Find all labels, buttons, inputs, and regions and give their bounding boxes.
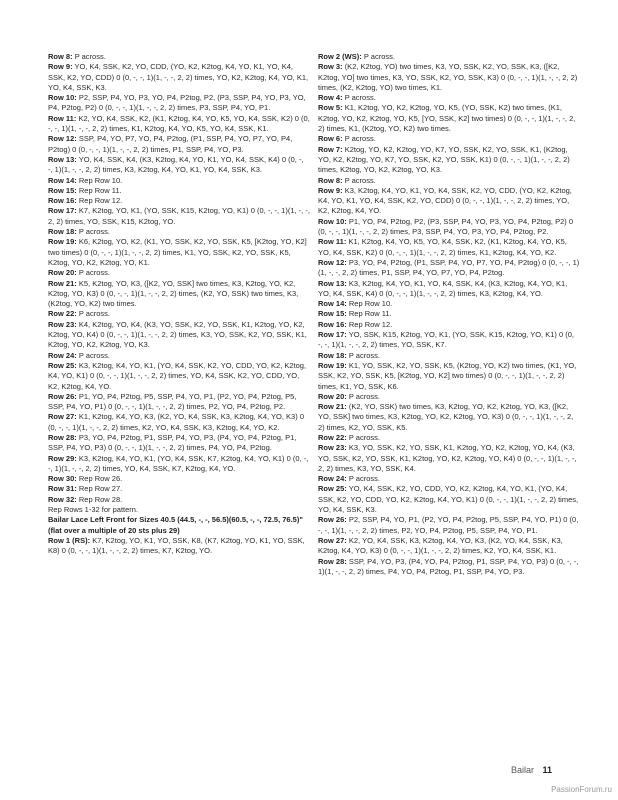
pattern-row xyxy=(48,268,310,278)
row-instructions: Rep Rows 1-32 for pattern. xyxy=(48,505,139,515)
pattern-row xyxy=(48,134,310,155)
row-instructions: P across. xyxy=(78,309,110,319)
row-label: Row 4: xyxy=(318,93,343,103)
pattern-row xyxy=(318,443,580,474)
row-instructions: P across. xyxy=(348,391,380,401)
row-label: Row 9: xyxy=(318,185,343,195)
page-number: 11 xyxy=(542,765,552,775)
pattern-row xyxy=(318,93,580,103)
row-label: Row 14: xyxy=(48,175,77,185)
row-label: Row 6: xyxy=(318,134,343,144)
watermark: PassionForum.ru xyxy=(551,785,612,794)
row-label: Row 28: xyxy=(48,432,77,442)
row-label: Row 15: xyxy=(318,309,347,319)
pattern-row xyxy=(318,217,580,238)
row-instructions: K4, K2tog, YO, K4, (K3, YO, SSK, K2, YO, SSK, K1, K2tog, YO, K2, K2tog, YO, K4) 0 (0, -, -, 1)(1, -, -, 2, 2) times, K3, YO, SSK, K2, YO, SSK, K1, K2tog, YO, K2, K2tog, YO, K3. xyxy=(48,319,307,350)
pattern-row xyxy=(48,412,310,433)
row-instructions: P across. xyxy=(363,52,395,61)
pattern-row xyxy=(48,320,310,351)
row-label: Row 13: xyxy=(48,154,77,164)
row-instructions: K2tog, YO, K2, K2tog, YO, K7, YO, SSK, K2, YO, SSK, K1, (K2tog, YO, K2, K2tog, YO, K7, YO, SSK, K2, YO, SSK, K1) 0 (0, -, -, 1)(1, -, -, 2, 2) times, K2tog, YO, K2, K2tog, YO, K3. xyxy=(318,144,570,175)
row-instructions: K1, K2tog, K4, YO, K5, YO, K4, SSK, K2, (K1, K2tog, K4, YO, K5, YO, K4, SSK, K2) 0 (0, -, -, 1)(1, -, -, 2, 2) times, K1, K2tog, K4, YO, K2. xyxy=(318,237,567,257)
pattern-row xyxy=(48,93,310,114)
row-label: Row 30: xyxy=(48,474,77,484)
pattern-row xyxy=(318,320,580,330)
pattern-row xyxy=(318,258,580,279)
pattern-row xyxy=(48,114,310,135)
row-label: Row 25: xyxy=(48,360,77,370)
section-heading: Bailar Lace Left Front for Sizes 40.5 (44.5, -, -, 56.5)(60.5, -, -, 72.5, 76.5)" (flat over a multiple of 20 sts plus 29) xyxy=(48,515,303,535)
row-instructions: K7, K2tog, YO, K1, (YO, SSK, K15, K2tog, YO, K1) 0 (0, -, -, 1)(1, -, -, 2, 2) times, YO, SSK, K15, K2tog, YO. xyxy=(48,206,310,226)
row-instructions: P1, YO, P4, P2tog, P5, SSP, P4, YO, P1, (P2, YO, P4, P2tog, P5, SSP, P4, YO, P1) 0 (0, -, -, 1)(1, -, -, 2, 2) times, P2, YO, P4, P2tog, P2. xyxy=(48,391,297,412)
row-instructions: SSP, P4, YO, P7, YO, P4, P2tog, (P1, SSP, P4, YO, P7, YO, P4, P2tog) 0 (0, -, -, 1)(1, -, -, 2, 2) times, P1, SSP, P4, YO, P3. xyxy=(48,134,293,154)
pattern-row xyxy=(48,52,310,62)
pattern-row xyxy=(48,237,310,268)
pattern-row xyxy=(48,62,310,93)
row-instructions: P2, SSP, P4, YO, P1, (P2, YO, P4, P2tog, P5, SSP, P4, YO, P1) 0 (0, -, -, 1)(1, -, -, 2, 2) times, P2, YO, P4, P2tog, P5, SSP, P4, YO, P1. xyxy=(318,515,579,535)
pattern-row xyxy=(318,392,580,402)
row-label: Row 5: xyxy=(318,103,343,113)
row-instructions: P across. xyxy=(348,432,380,442)
row-label: Row 16: xyxy=(318,319,347,329)
row-instructions: P across. xyxy=(78,268,110,278)
pattern-row xyxy=(318,351,580,361)
row-instructions: P across. xyxy=(348,474,380,484)
row-label: Row 32: xyxy=(48,494,77,504)
pattern-row xyxy=(318,299,580,309)
page-footer xyxy=(511,765,552,775)
row-instructions: SSP, P4, YO, P3, (P4, YO, P4, P2tog, P1, SSP, P4, YO, P3) 0 (0, -, -, 1)(1, -, -, 2, 2) times, P4, YO, P4, P2tog, P1, SSP, P4, YO, P3. xyxy=(318,556,579,576)
right-column xyxy=(318,52,580,577)
row-instructions: K1, YO, SSK, K2, YO, SSK, K5, (K2tog, YO, K2) two times, (K1, YO, SSK, K2, YO, SSK, K5, [K2tog, YO, K2] two times) 0 (0, -, -, 1)(1, -, -, 2, 2) times, K1, YO, SSK, K6. xyxy=(318,360,577,391)
row-instructions: P3, YO, P4, P2tog, (P1, SSP, P4, YO, P7, YO, P4, P2tog) 0 (0, -, -, 1)(1, -, -, 2, 2) times, P1, SSP, P4, YO, P7, YO, P4, P2tog. xyxy=(318,257,580,278)
row-instructions: P across. xyxy=(344,175,376,185)
row-instructions: P2, SSP, P4, YO, P3, YO, P4, P2tog, P2, (P3, SSP, P4, YO, P3, YO, P4, P2tog, P2) 0 (0, -, -, 1)(1, -, -, 2, 2) times, P3, SSP, P4, YO, P1. xyxy=(48,93,306,113)
row-instructions: Rep Row 11. xyxy=(78,185,122,195)
pattern-row xyxy=(318,402,580,433)
row-instructions: P across. xyxy=(344,134,376,144)
row-label: Row 24: xyxy=(48,350,77,360)
row-instructions: P across. xyxy=(74,52,106,61)
row-label: Row 15: xyxy=(48,185,77,195)
footer-section-name: Bailar xyxy=(510,765,534,775)
row-instructions: YO, K4, SSK, K4, (K3, K2tog, K4, YO, K1, YO, K4, SSK, K4) 0 (0, -, -, 1)(1, -, -, 2, 2) times, K3, K2tog, K4, YO, K1, YO, K4, SSK, K3. xyxy=(48,154,304,175)
pattern-row xyxy=(48,361,310,392)
row-instructions: K5, K2tog, YO, K3, ([K2, YO, SSK] two times, K3, K2tog, YO, K2, K2tog, YO, K3) 0 (0, -, -, 1)(1, -, -, 2, 2) times, (K2, YO, SSK) two times, K3, (K2tog, YO, K2) two times. xyxy=(48,278,299,309)
row-label: Row 8: xyxy=(318,175,343,185)
pattern-row xyxy=(318,484,580,515)
row-label: Row 11: xyxy=(48,113,77,123)
pattern-row xyxy=(48,495,310,505)
row-instructions: Rep Row 26. xyxy=(78,474,123,484)
pattern-row xyxy=(318,145,580,176)
row-label: Row 31: xyxy=(48,484,77,494)
pattern-row xyxy=(318,433,580,443)
row-label: Row 29: xyxy=(48,453,77,463)
pattern-row xyxy=(48,186,310,196)
row-instructions: K3, K2tog, K4, YO, K1, YO, K4, SSK, K2, YO, CDD, (YO, K2, K2tog, K4, YO, K1, YO, K4, SSK, K2, YO, CDD) 0 (0, -, -, 1)(1, -, -, 2, 2) times, YO, K2, K2tog, K4, YO. xyxy=(318,185,572,216)
pattern-row xyxy=(318,330,580,351)
row-label: Row 10: xyxy=(318,216,347,226)
pattern-row xyxy=(48,309,310,319)
row-label: Row 13: xyxy=(318,278,347,288)
pattern-row xyxy=(318,186,580,217)
row-instructions: K1, K2tog, K4, YO, K3, (K2, YO, K4, SSK, K3, K2tog, K4, YO, K3) 0 (0, -, -, 1)(1, -, -, 2, 2) times, K2, YO, K4, SSK, K3, K2tog, K4, YO, K2. xyxy=(48,412,304,432)
pattern-row xyxy=(318,279,580,300)
pattern-row xyxy=(48,176,310,186)
pattern-row xyxy=(318,134,580,144)
row-instructions: (K2, YO, SSK) two times, K3, K2tog, YO, K2, K2tog, YO, K3, ([K2, YO, SSK] two times, K3, K2tog, YO, K2, K2tog, YO, K3) 0 (0, -, -, 1)(1, -, -, 2, 2) times, K2, YO, SSK, K5. xyxy=(318,402,574,432)
row-label: Row 27: xyxy=(318,535,347,545)
row-label: Row 25: xyxy=(318,484,347,494)
row-label: Row 18: xyxy=(318,350,347,360)
row-instructions: Rep Row 12. xyxy=(78,196,123,206)
row-instructions: K3, K2tog, K4, YO, K1, (YO, K4, SSK, K7, K2tog, K4, YO, K1) 0 (0, -, -, 1)(1, -, -, 2, 2) times, YO, K4, SSK, K7, K2tog, K4, YO. xyxy=(48,453,309,473)
pattern-row xyxy=(48,536,310,557)
pattern-row xyxy=(48,474,310,484)
row-instructions: YO, K4, SSK, K2, YO, CDD, YO, K2, K2tog, K4, YO, K1, (YO, K4, SSK, K2, YO, CDD, YO, K2, K2tog, K4, YO, K1) 0 (0, -, -, 1)(1, -, -, 2, 2) times, YO, K4, SSK, K3. xyxy=(318,484,579,515)
pattern-row xyxy=(48,484,310,494)
row-label: Row 26: xyxy=(48,391,77,401)
row-instructions: YO, SSK, K15, K2tog, YO, K1, (YO, SSK, K15, K2tog, YO, K1) 0 (0, -, -, 1)(1, -, -, 2, 2) times, YO, SSK, K7. xyxy=(318,330,574,350)
pattern-row xyxy=(48,351,310,361)
pattern-row xyxy=(48,196,310,206)
row-label: Row 8: xyxy=(48,52,73,61)
row-label: Row 21: xyxy=(318,402,347,412)
row-label: Row 2 (WS): xyxy=(318,52,362,61)
row-label: Row 10: xyxy=(48,93,77,103)
row-instructions: Rep Row 12. xyxy=(348,319,393,329)
row-instructions: P3, YO, P4, P2tog, P1, SSP, P4, YO, P3, (P4, YO, P4, P2tog, P1, SSP, P4, YO, P3) 0 (0, -, -, 1)(1, -, -, 2, 2) times, P4, YO, P4, P2tog. xyxy=(48,432,297,453)
pattern-row xyxy=(318,62,580,93)
row-label: Row 24: xyxy=(318,474,347,484)
pattern-row xyxy=(318,309,580,319)
row-instructions: Rep Row 11. xyxy=(348,309,392,319)
row-label: Row 16: xyxy=(48,196,77,206)
row-label: Row 12: xyxy=(318,257,347,267)
left-column xyxy=(48,52,310,557)
row-instructions: K1, K2tog, YO, K2, K2tog, YO, K5, (YO, SSK, K2) two times, (K1, K2tog, YO, K2, K2tog, YO, K5, [YO, SSK, K2] two times) 0 (0, -, -, 1)(1, -, -, 2, 2) times, K1, (K2tog, YO, K2) two times. xyxy=(318,103,576,134)
pattern-row xyxy=(318,474,580,484)
row-instructions: K3, K2tog, K4, YO, K1, (YO, K4, SSK, K2, YO, CDD, YO, K2, K2tog, K4, YO, K1) 0 (0, -, -, 1)(1, -, -, 2, 2) times, YO, K4, SSK, K2, YO, CDD, YO, K2, K2tog, K4, YO. xyxy=(48,360,307,391)
row-instructions: P1, YO, P4, P2tog, P2, (P3, SSP, P4, YO, P3, YO, P4, P2tog, P2) 0 (0, -, -, 1)(1, -, -, 2, 2) times, P3, SSP, P4, YO, P3, YO, P4, P2tog, P2. xyxy=(318,216,574,237)
row-label: Row 3: xyxy=(318,62,343,72)
row-label: Row 9: xyxy=(48,62,73,72)
pattern-row xyxy=(48,505,310,515)
row-label: Row 23: xyxy=(318,443,347,453)
pattern-row xyxy=(318,52,580,62)
row-label: Row 19: xyxy=(318,360,347,370)
row-label: Row 28: xyxy=(318,556,347,566)
row-label: Row 17: xyxy=(48,206,77,216)
row-instructions: K2, YO, K4, SSK, K2, (K1, K2tog, K4, YO, K5, YO, K4, SSK, K2) 0 (0, -, -, 1)(1, -, -, 2, 2) times, K1, K2tog, K4, YO, K5, YO, K4, SSK, K1. xyxy=(48,113,310,134)
pattern-row xyxy=(48,454,310,475)
row-label: Row 11: xyxy=(318,237,347,247)
row-label: Row 17: xyxy=(318,330,347,340)
pattern-row xyxy=(318,237,580,258)
pattern-row xyxy=(318,103,580,134)
row-instructions: P across. xyxy=(344,93,376,103)
row-label: Row 22: xyxy=(318,432,347,442)
row-label: Row 7: xyxy=(318,144,343,154)
row-label: Row 12: xyxy=(48,134,77,144)
row-label: Row 14: xyxy=(318,299,347,309)
pattern-row xyxy=(318,176,580,186)
pattern-row xyxy=(48,206,310,227)
row-label: Row 1 (RS): xyxy=(48,535,91,545)
row-label: Row 18: xyxy=(48,227,77,237)
row-instructions: Rep Row 28. xyxy=(78,494,123,504)
pattern-row xyxy=(48,433,310,454)
row-label: Row 26: xyxy=(318,515,347,525)
row-label: Row 27: xyxy=(48,412,77,422)
pattern-row xyxy=(48,155,310,176)
row-instructions: P across. xyxy=(348,350,380,360)
pattern-row xyxy=(318,361,580,392)
row-instructions: P across. xyxy=(78,227,110,237)
row-label: Row 22: xyxy=(48,309,77,319)
row-instructions: P across. xyxy=(78,350,110,360)
row-instructions: K7, K2tog, YO, K1, YO, SSK, K8, (K7, K2tog, YO, K1, YO, SSK, K8) 0 (0, -, -, 1)(1, -, -, 2, 2) times, K7, K2tog, YO. xyxy=(48,535,305,556)
row-label: Row 21: xyxy=(48,278,77,288)
row-instructions: K2, YO, K4, SSK, K3, K2tog, K4, YO, K3, (K2, YO, K4, SSK, K3, K2tog, K4, YO, K3) 0 (0, -, -, 1)(1, -, -, 2, 2) times, K2, YO, K4, SSK, K1. xyxy=(318,535,563,556)
row-label: Row 23: xyxy=(48,319,77,329)
pattern-row xyxy=(48,279,310,310)
pattern-row xyxy=(48,227,310,237)
row-instructions: (K2, K2tog, YO) two times, K3, YO, SSK, K2, YO, SSK, K3, ([K2, K2tog, YO] two times, K3, YO, SSK, K2, YO, SSK, K3) 0 (0, -, -, 1)(1, -, -, 2, 2) times, (K2, K2tog, YO) two times, K1. xyxy=(318,62,578,92)
row-instructions: Rep Row 27. xyxy=(78,484,123,494)
row-instructions: K6, K2tog, YO, K2, (K1, YO, SSK, K2, YO, SSK, K5, [K2tog, YO, K2] two times) 0 (0, -, -, 1)(1, -, -, 2, 2) times, K1, YO, SSK, K2, YO, SSK, K5, K2tog, YO, K2, K2tog, YO, K1. xyxy=(48,237,307,267)
pattern-row xyxy=(318,536,580,557)
row-instructions: Rep Row 10. xyxy=(78,175,123,185)
row-instructions: Rep Row 10. xyxy=(348,299,393,309)
row-instructions: K3, K2tog, K4, YO, K1, YO, K4, SSK, K4, (K3, K2tog, K4, YO, K1, YO, K4, SSK, K4) 0 (0, -, -, 1)(1, -, -, 2, 2) times, K3, K2tog, K4, YO. xyxy=(318,278,568,298)
row-label: Row 20: xyxy=(318,391,347,401)
row-instructions: K3, YO, SSK, K2, YO, SSK, K1, K2tog, YO, K2, K2tog, YO, K4, (K3, YO, SSK, K2, YO, SSK, K1, K2tog, YO, K2, K2tog, YO, K4) 0 (0, -, -, 1)(1, -, -, 2, 2) times, K3, YO, SSK, K4. xyxy=(318,443,577,473)
pattern-row xyxy=(48,392,310,413)
pattern-row xyxy=(318,515,580,536)
row-label: Row 20: xyxy=(48,268,77,278)
row-label: Row 19: xyxy=(48,237,77,247)
pattern-row xyxy=(318,557,580,578)
row-instructions: YO, K4, SSK, K2, YO, CDD, (YO, K2, K2tog, K4, YO, K1, YO, K4, SSK, K2, YO, CDD) 0 (0, -, -, 1)(1, -, -, 2, 2) times, YO, K2, K2tog, K4, YO, K1, YO, K4, SSK, K3. xyxy=(48,62,309,92)
